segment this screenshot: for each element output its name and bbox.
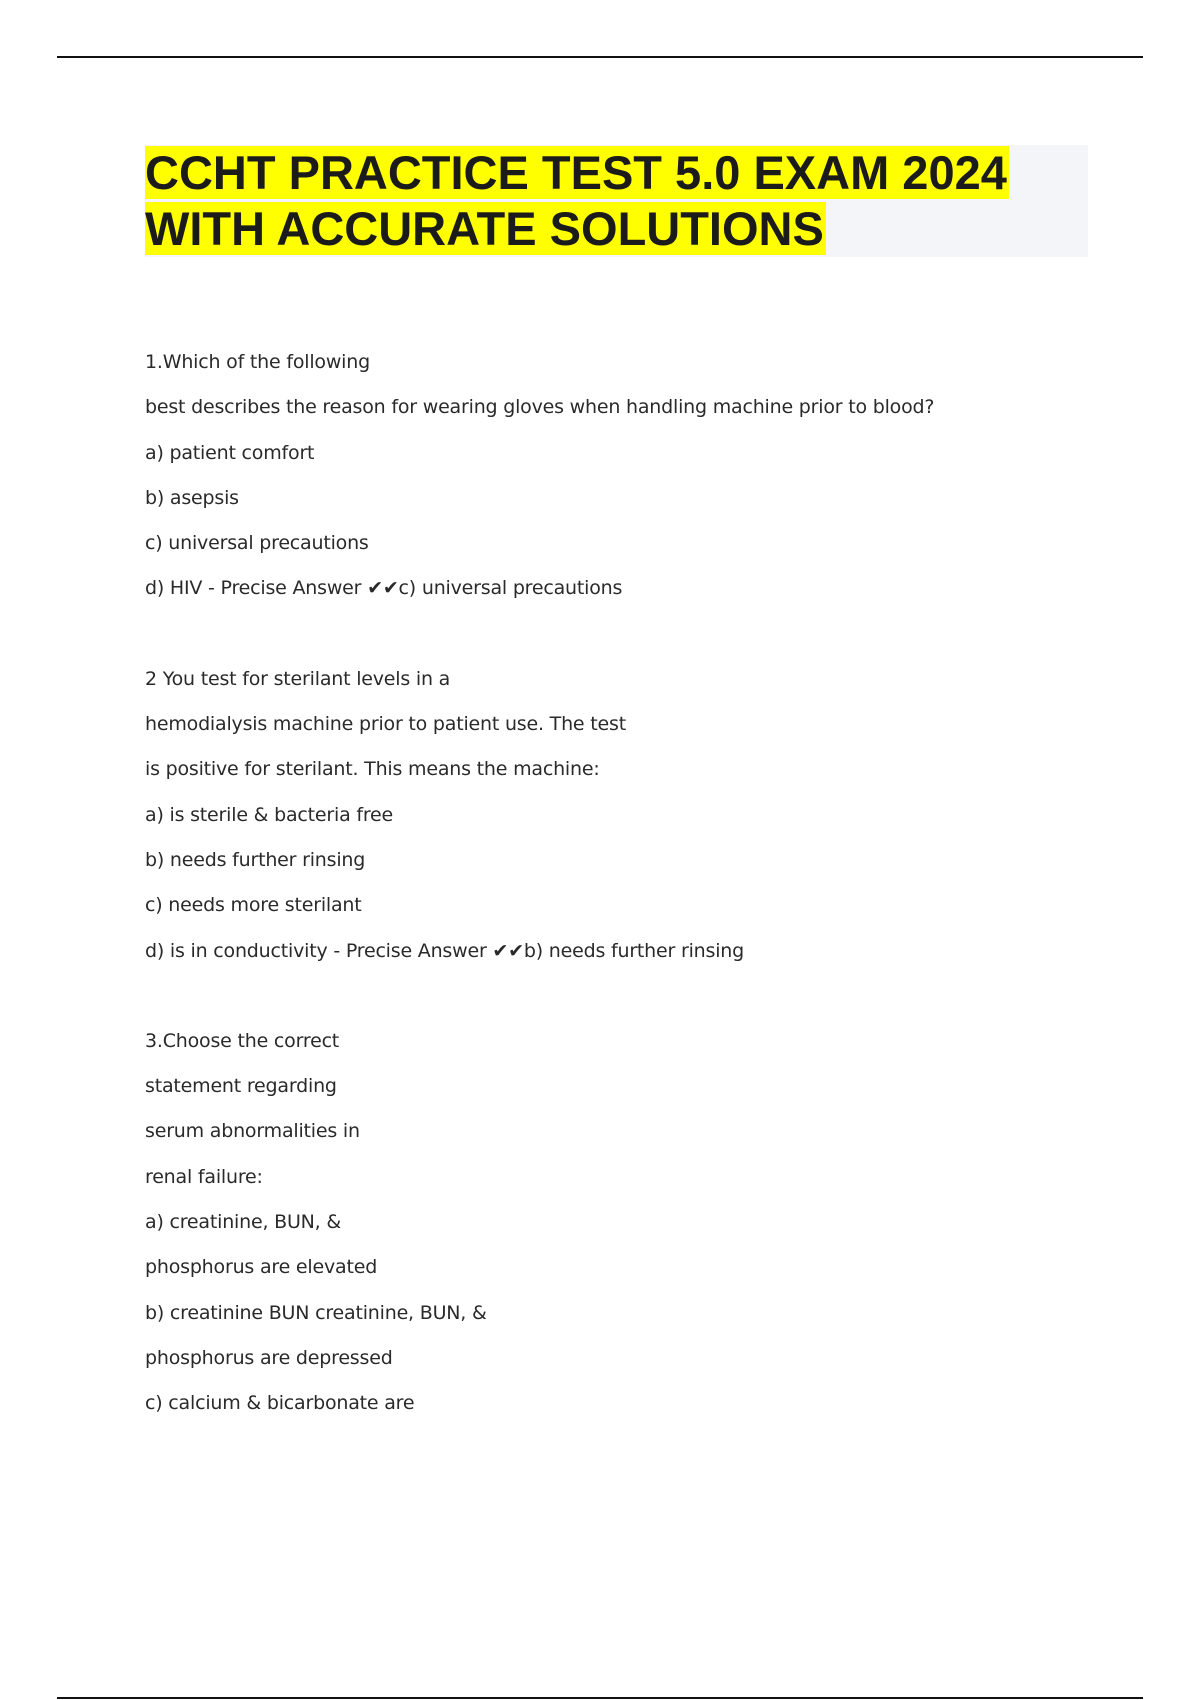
question-3-option-b: b) creatinine BUN creatinine, BUN, & xyxy=(145,1301,487,1324)
question-1-option-b: b) asepsis xyxy=(145,486,239,509)
question-2-option-d-answer: d) is in conductivity - Precise Answer ✔✔b) needs further rinsing xyxy=(145,939,744,962)
question-1-option-d-answer: d) HIV - Precise Answer ✔✔c) universal precautions xyxy=(145,577,623,600)
question-1-option-c: c) universal precautions xyxy=(145,532,369,555)
document-body xyxy=(145,340,1105,1427)
question-3-stem: 3.Choose the correct xyxy=(145,1029,340,1052)
title-highlight-2: WITH ACCURATE SOLUTIONS xyxy=(145,202,824,255)
question-2-option-c: c) needs more sterilant xyxy=(145,894,362,917)
question-3-option-a: a) creatinine, BUN, & xyxy=(145,1211,341,1234)
question-2-option-a: a) is sterile & bacteria free xyxy=(145,803,394,826)
title-highlight-1: CCHT PRACTICE TEST 5.0 EXAM 2024 xyxy=(145,146,1007,199)
question-spacer xyxy=(145,974,1105,1019)
question-3-option-b: phosphorus are depressed xyxy=(145,1346,393,1369)
question-3-stem: renal failure: xyxy=(145,1165,263,1188)
document-title-line-2 xyxy=(145,201,826,257)
question-2-option-b: b) needs further rinsing xyxy=(145,848,366,871)
question-3 xyxy=(145,1019,1105,1427)
document-title-line-1 xyxy=(145,145,1009,201)
top-rule xyxy=(57,56,1143,58)
question-2-stem: hemodialysis machine prior to patient use. The test xyxy=(145,713,626,736)
question-2 xyxy=(145,657,1105,974)
question-3-stem: serum abnormalities in xyxy=(145,1120,360,1143)
question-1-stem: 1.Which of the following xyxy=(145,351,370,373)
question-2-stem: 2 You test for sterilant levels in a xyxy=(145,667,451,690)
bottom-rule xyxy=(57,1697,1143,1699)
question-1 xyxy=(145,340,1105,612)
question-3-stem: statement regarding xyxy=(145,1075,337,1098)
question-1-option-a: a) patient comfort xyxy=(145,441,315,464)
question-3-option-a: phosphorus are elevated xyxy=(145,1256,378,1279)
question-2-stem: is positive for sterilant. This means the machine: xyxy=(145,758,600,781)
question-1-stem: best describes the reason for wearing gloves when handling machine prior to blood? xyxy=(145,396,935,419)
question-3-option-c: c) calcium & bicarbonate are xyxy=(145,1392,415,1415)
question-spacer xyxy=(145,612,1105,657)
